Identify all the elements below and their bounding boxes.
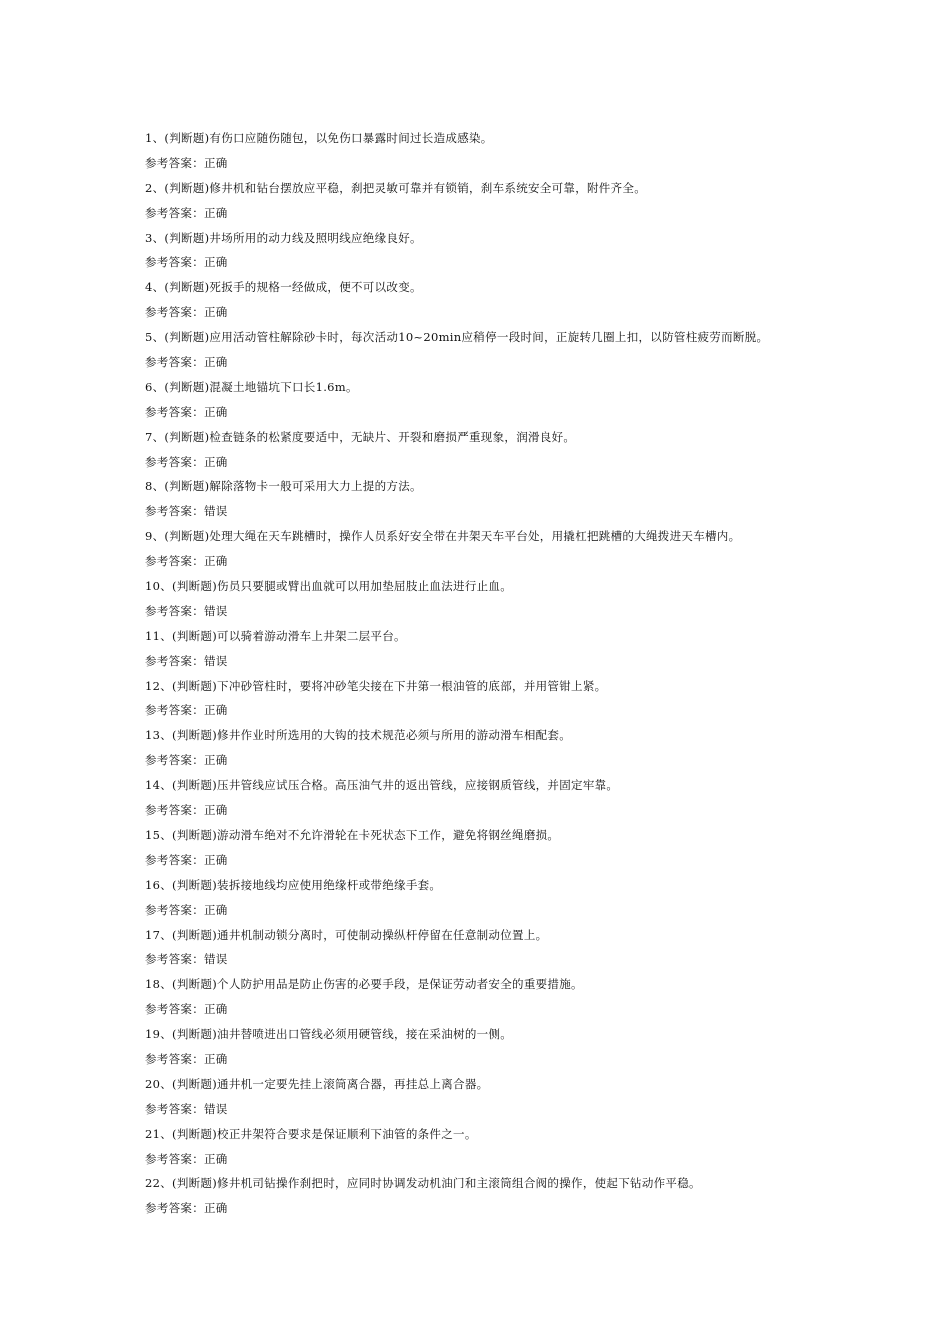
question-line: [145, 626, 825, 651]
question-item: [145, 476, 825, 526]
answer-label: 参考答案：: [145, 1002, 204, 1017]
answer-label: 参考答案：: [145, 155, 204, 170]
question-line: [145, 925, 825, 950]
answer-label: 参考答案：: [145, 205, 204, 220]
answer-line: [145, 601, 825, 626]
answer-value: 正确: [204, 255, 228, 270]
answer-label: 参考答案：: [145, 803, 204, 818]
answer-label: 参考答案：: [145, 255, 204, 270]
question-type: (判断题): [172, 778, 218, 793]
question-type: (判断题): [172, 1126, 218, 1141]
question-type: (判断题): [164, 330, 210, 345]
answer-label: 参考答案：: [145, 554, 204, 569]
question-text: 可以骑着游动滑车上井架二层平台。: [217, 628, 406, 643]
question-item: [145, 1173, 825, 1223]
question-line: [145, 128, 825, 153]
answer-value: 正确: [204, 753, 228, 768]
question-type: (判断题): [172, 628, 218, 643]
answer-label: 参考答案：: [145, 1051, 204, 1066]
answer-line: [145, 153, 825, 178]
answer-line: [145, 551, 825, 576]
question-item: [145, 228, 825, 278]
answer-label: 参考答案：: [145, 504, 204, 519]
question-item: [145, 526, 825, 576]
question-line: [145, 725, 825, 750]
question-type: (判断题): [164, 280, 210, 295]
answer-line: [145, 352, 825, 377]
question-number: 9、: [145, 529, 165, 544]
question-number: 12、: [145, 678, 173, 693]
answer-line: [145, 651, 825, 676]
question-item: [145, 277, 825, 327]
answer-line: [145, 302, 825, 327]
question-type: (判断题): [164, 230, 210, 245]
question-number: 2、: [145, 180, 165, 195]
answer-value: 正确: [204, 355, 228, 370]
question-type: (判断题): [172, 977, 218, 992]
answer-value: 错误: [204, 653, 228, 668]
question-line: [145, 676, 825, 701]
question-item: [145, 327, 825, 377]
question-number: 3、: [145, 230, 165, 245]
question-item: [145, 427, 825, 477]
answer-value: 正确: [204, 305, 228, 320]
question-number: 5、: [145, 330, 165, 345]
answer-label: 参考答案：: [145, 952, 204, 967]
answer-value: 正确: [204, 454, 228, 469]
question-text: 修井作业时所选用的大钩的技术规范必须与所用的游动滑车相配套。: [217, 728, 572, 743]
question-list: [145, 128, 825, 1223]
question-number: 13、: [145, 728, 173, 743]
question-text: 检查链条的松紧度要适中，无缺片、开裂和磨损严重现象，润滑良好。: [209, 429, 576, 444]
question-item: [145, 825, 825, 875]
answer-label: 参考答案：: [145, 653, 204, 668]
answer-line: [145, 203, 825, 228]
question-item: [145, 875, 825, 925]
question-number: 7、: [145, 429, 165, 444]
answer-line: [145, 1049, 825, 1074]
question-item: [145, 974, 825, 1024]
answer-value: 正确: [204, 554, 228, 569]
question-text: 处理大绳在天车跳槽时，操作人员系好安全带在井架天车平台处，用撬杠把跳槽的大绳拨进天车槽内。: [209, 529, 741, 544]
question-text: 修井机和钻台摆放应平稳，刹把灵敏可靠并有锁销，刹车系统安全可靠，附件齐全。: [209, 180, 647, 195]
answer-line: [145, 949, 825, 974]
question-number: 19、: [145, 1027, 173, 1042]
question-number: 1、: [145, 131, 165, 145]
answer-value: 正确: [204, 1151, 228, 1166]
answer-value: 错误: [204, 603, 228, 618]
answer-value: 正确: [204, 803, 228, 818]
answer-line: [145, 452, 825, 477]
answer-line: [145, 700, 825, 725]
answer-label: 参考答案：: [145, 1101, 204, 1116]
question-line: [145, 526, 825, 551]
question-number: 10、: [145, 579, 173, 594]
question-item: [145, 377, 825, 427]
answer-label: 参考答案：: [145, 1151, 204, 1166]
question-number: 8、: [145, 479, 165, 494]
answer-label: 参考答案：: [145, 1201, 204, 1216]
answer-value: 正确: [204, 155, 228, 170]
question-text: 修井机司钻操作刹把时，应同时协调发动机油门和主滚筒组合阀的操作，使起下钻动作平稳。: [217, 1176, 701, 1191]
question-type: (判断题): [164, 131, 210, 145]
question-text: 死扳手的规格一经做成，便不可以改变。: [209, 280, 422, 295]
question-type: (判断题): [164, 379, 210, 394]
question-text: 下冲砂管柱时，要将冲砂笔尖接在下井第一根油管的底部，并用管钳上紧。: [217, 678, 607, 693]
question-type: (判断题): [164, 529, 210, 544]
question-number: 15、: [145, 827, 173, 842]
answer-line: [145, 1149, 825, 1174]
answer-label: 参考答案：: [145, 454, 204, 469]
answer-label: 参考答案：: [145, 902, 204, 917]
question-number: 6、: [145, 379, 165, 394]
question-text: 校正井架符合要求是保证顺利下油管的条件之一。: [217, 1126, 477, 1141]
question-text: 装拆接地线均应使用绝缘杆或带绝缘手套。: [217, 877, 442, 892]
question-number: 11、: [145, 628, 173, 643]
question-number: 14、: [145, 778, 173, 793]
answer-label: 参考答案：: [145, 404, 204, 419]
answer-label: 参考答案：: [145, 305, 204, 320]
question-text: 压井管线应试压合格。高压油气井的返出管线，应接钢质管线，并固定牢靠。: [217, 778, 619, 793]
question-line: [145, 277, 825, 302]
answer-label: 参考答案：: [145, 603, 204, 618]
answer-value: 错误: [204, 952, 228, 967]
question-number: 21、: [145, 1126, 173, 1141]
question-item: [145, 576, 825, 626]
question-text: 解除落物卡一般可采用大力上提的方法。: [209, 479, 422, 494]
question-line: [145, 476, 825, 501]
answer-value: 错误: [204, 504, 228, 519]
question-type: (判断题): [172, 877, 218, 892]
answer-value: 正确: [204, 1002, 228, 1017]
answer-line: [145, 1198, 825, 1223]
question-line: [145, 228, 825, 253]
question-item: [145, 178, 825, 228]
question-item: [145, 1124, 825, 1174]
question-text: 个人防护用品是防止伤害的必要手段，是保证劳动者安全的重要措施。: [217, 977, 583, 992]
question-text: 通井机制动锁分离时，可使制动操纵杆停留在任意制动位置上。: [217, 927, 548, 942]
answer-value: 错误: [204, 1101, 228, 1116]
question-type: (判断题): [172, 1027, 218, 1042]
question-line: [145, 178, 825, 203]
question-item: [145, 1074, 825, 1124]
answer-line: [145, 999, 825, 1024]
question-line: [145, 327, 825, 352]
answer-line: [145, 402, 825, 427]
question-type: (判断题): [164, 180, 210, 195]
question-number: 17、: [145, 927, 173, 942]
question-text: 油井替喷进出口管线必须用硬管线，接在采油树的一侧。: [217, 1027, 513, 1042]
answer-label: 参考答案：: [145, 703, 204, 718]
question-line: [145, 1173, 825, 1198]
question-line: [145, 974, 825, 999]
question-text: 混凝土地锚坑下口长1.6m。: [209, 379, 358, 394]
question-item: [145, 128, 825, 178]
question-text: 游动滑车绝对不允许滑轮在卡死状态下工作，避免将钢丝绳磨损。: [217, 827, 560, 842]
answer-value: 正确: [204, 902, 228, 917]
question-number: 20、: [145, 1076, 173, 1091]
answer-value: 正确: [204, 703, 228, 718]
question-line: [145, 1074, 825, 1099]
question-type: (判断题): [164, 479, 210, 494]
answer-line: [145, 800, 825, 825]
answer-label: 参考答案：: [145, 355, 204, 370]
answer-line: [145, 501, 825, 526]
question-number: 16、: [145, 877, 173, 892]
question-line: [145, 775, 825, 800]
question-type: (判断题): [172, 827, 218, 842]
question-line: [145, 1024, 825, 1049]
question-text: 有伤口应随伤随包，以免伤口暴露时间过长造成感染。: [209, 131, 493, 145]
question-line: [145, 427, 825, 452]
answer-label: 参考答案：: [145, 753, 204, 768]
question-item: [145, 925, 825, 975]
question-number: 18、: [145, 977, 173, 992]
question-number: 22、: [145, 1176, 173, 1191]
answer-line: [145, 1099, 825, 1124]
answer-value: 正确: [204, 1201, 228, 1216]
question-line: [145, 377, 825, 402]
answer-value: 正确: [204, 1051, 228, 1066]
answer-label: 参考答案：: [145, 852, 204, 867]
question-text: 井场所用的动力线及照明线应绝缘良好。: [209, 230, 422, 245]
question-line: [145, 825, 825, 850]
question-type: (判断题): [172, 678, 218, 693]
question-text: 应用活动管柱解除砂卡时，每次活动10~20min应稍停一段时间，正旋转几圈上扣，以防管柱疲劳而断脱。: [209, 330, 769, 345]
answer-line: [145, 252, 825, 277]
question-type: (判断题): [172, 579, 218, 594]
question-item: [145, 676, 825, 726]
question-text: 伤员只要腿或臂出血就可以用加垫屈肢止血法进行止血。: [217, 579, 513, 594]
question-type: (判断题): [172, 1176, 218, 1191]
answer-value: 正确: [204, 205, 228, 220]
question-item: [145, 1024, 825, 1074]
answer-line: [145, 750, 825, 775]
answer-line: [145, 850, 825, 875]
answer-line: [145, 900, 825, 925]
question-type: (判断题): [172, 927, 218, 942]
question-number: 4、: [145, 280, 165, 295]
answer-value: 正确: [204, 852, 228, 867]
answer-value: 正确: [204, 404, 228, 419]
question-line: [145, 1124, 825, 1149]
question-type: (判断题): [172, 1076, 218, 1091]
question-item: [145, 725, 825, 775]
question-text: 通井机一定要先挂上滚筒离合器，再挂总上离合器。: [217, 1076, 489, 1091]
question-type: (判断题): [172, 728, 218, 743]
question-line: [145, 875, 825, 900]
question-item: [145, 775, 825, 825]
question-line: [145, 576, 825, 601]
question-item: [145, 626, 825, 676]
question-type: (判断题): [164, 429, 210, 444]
